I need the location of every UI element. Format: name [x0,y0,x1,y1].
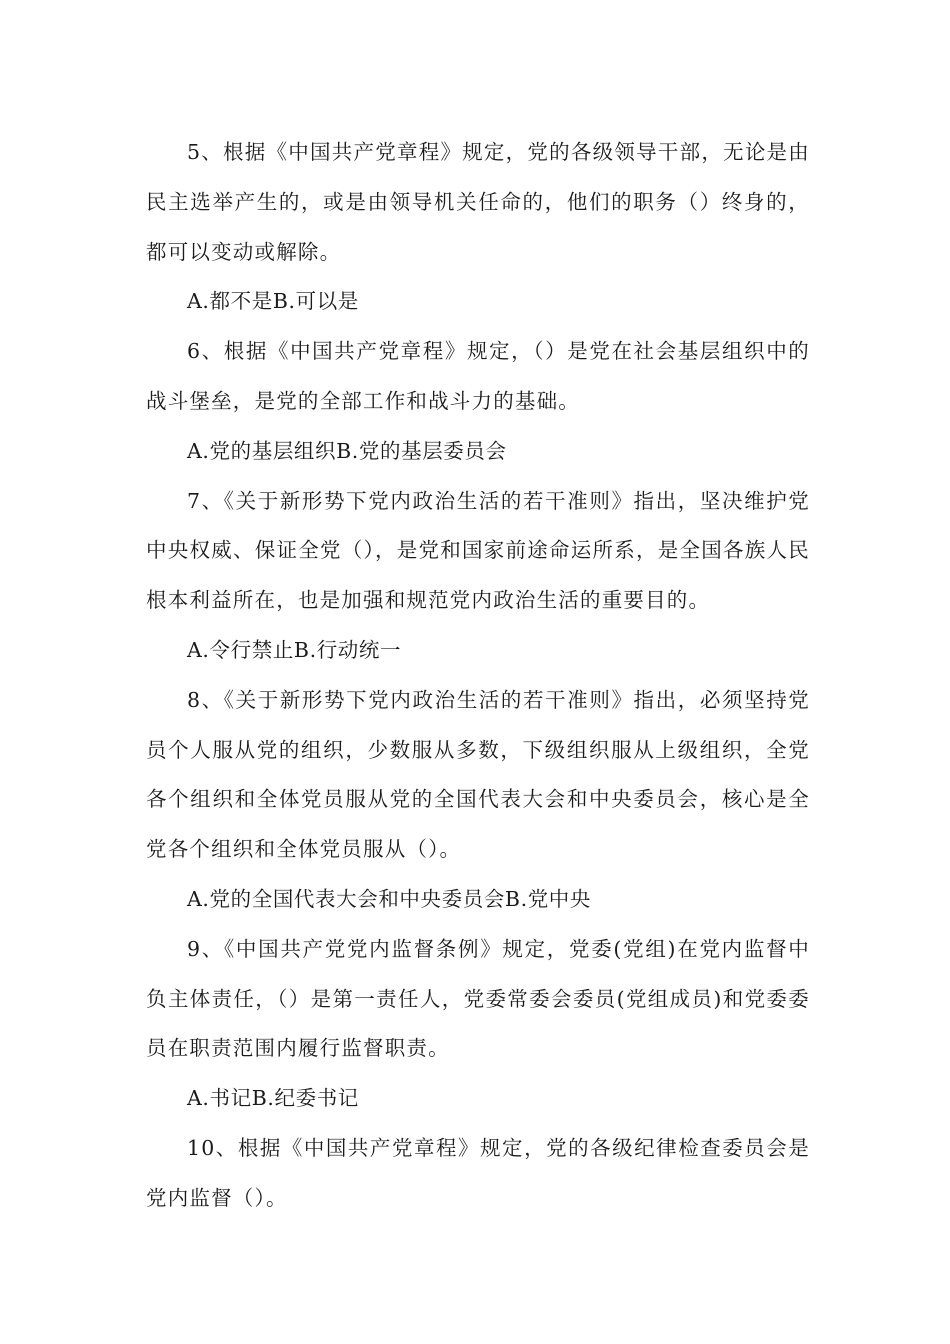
question-5: 5、根据《中国共产党章程》规定，党的各级领导干部，无论是由民主选举产生的，或是由领导机关任命的，他们的职务（）终身的，都可以变动或解除。 [146,140,810,264]
question-9: 9、《中国共产党党内监督条例》规定，党委(党组)在党内监督中负主体责任，（）是第一责任人，党委常委会委员(党组成员)和党委委员在职责范围内履行监督职责。 [146,936,810,1061]
question-6-options: A.党的基层组织B.党的基层委员会 [187,438,507,463]
question-7-options: A.令行禁止B.行动统一 [187,637,402,662]
document-body [146,128,810,1224]
question-6: 6、根据《中国共产党章程》规定，（）是党在社会基层组织中的战斗堡垒，是党的全部工作和战斗力的基础。 [146,339,810,413]
question-5-options: A.都不是B.可以是 [187,289,359,314]
question-8-options: A.党的全国代表大会和中央委员会B.党中央 [187,886,592,911]
question-9-options: A.书记B.纪委书记 [187,1086,359,1111]
question-8: 8、《关于新形势下党内政治生活的若干准则》指出，必须坚持党员个人服从党的组织，少数服从多数，下级组织服从上级组织，全党各个组织和全体党员服从党的全国代表大会和中央委员会，核心是全党各个组织和全体党员服从（）。 [146,687,810,862]
question-7: 7、《关于新形势下党内政治生活的若干准则》指出，坚决维护党中央权威、保证全党（），是党和国家前途命运所系，是全国各族人民根本利益所在，也是加强和规范党内政治生活的重要目的。 [146,488,810,613]
question-10: 10、根据《中国共产党章程》规定，党的各级纪律检查委员会是党内监督（）。 [146,1135,810,1210]
